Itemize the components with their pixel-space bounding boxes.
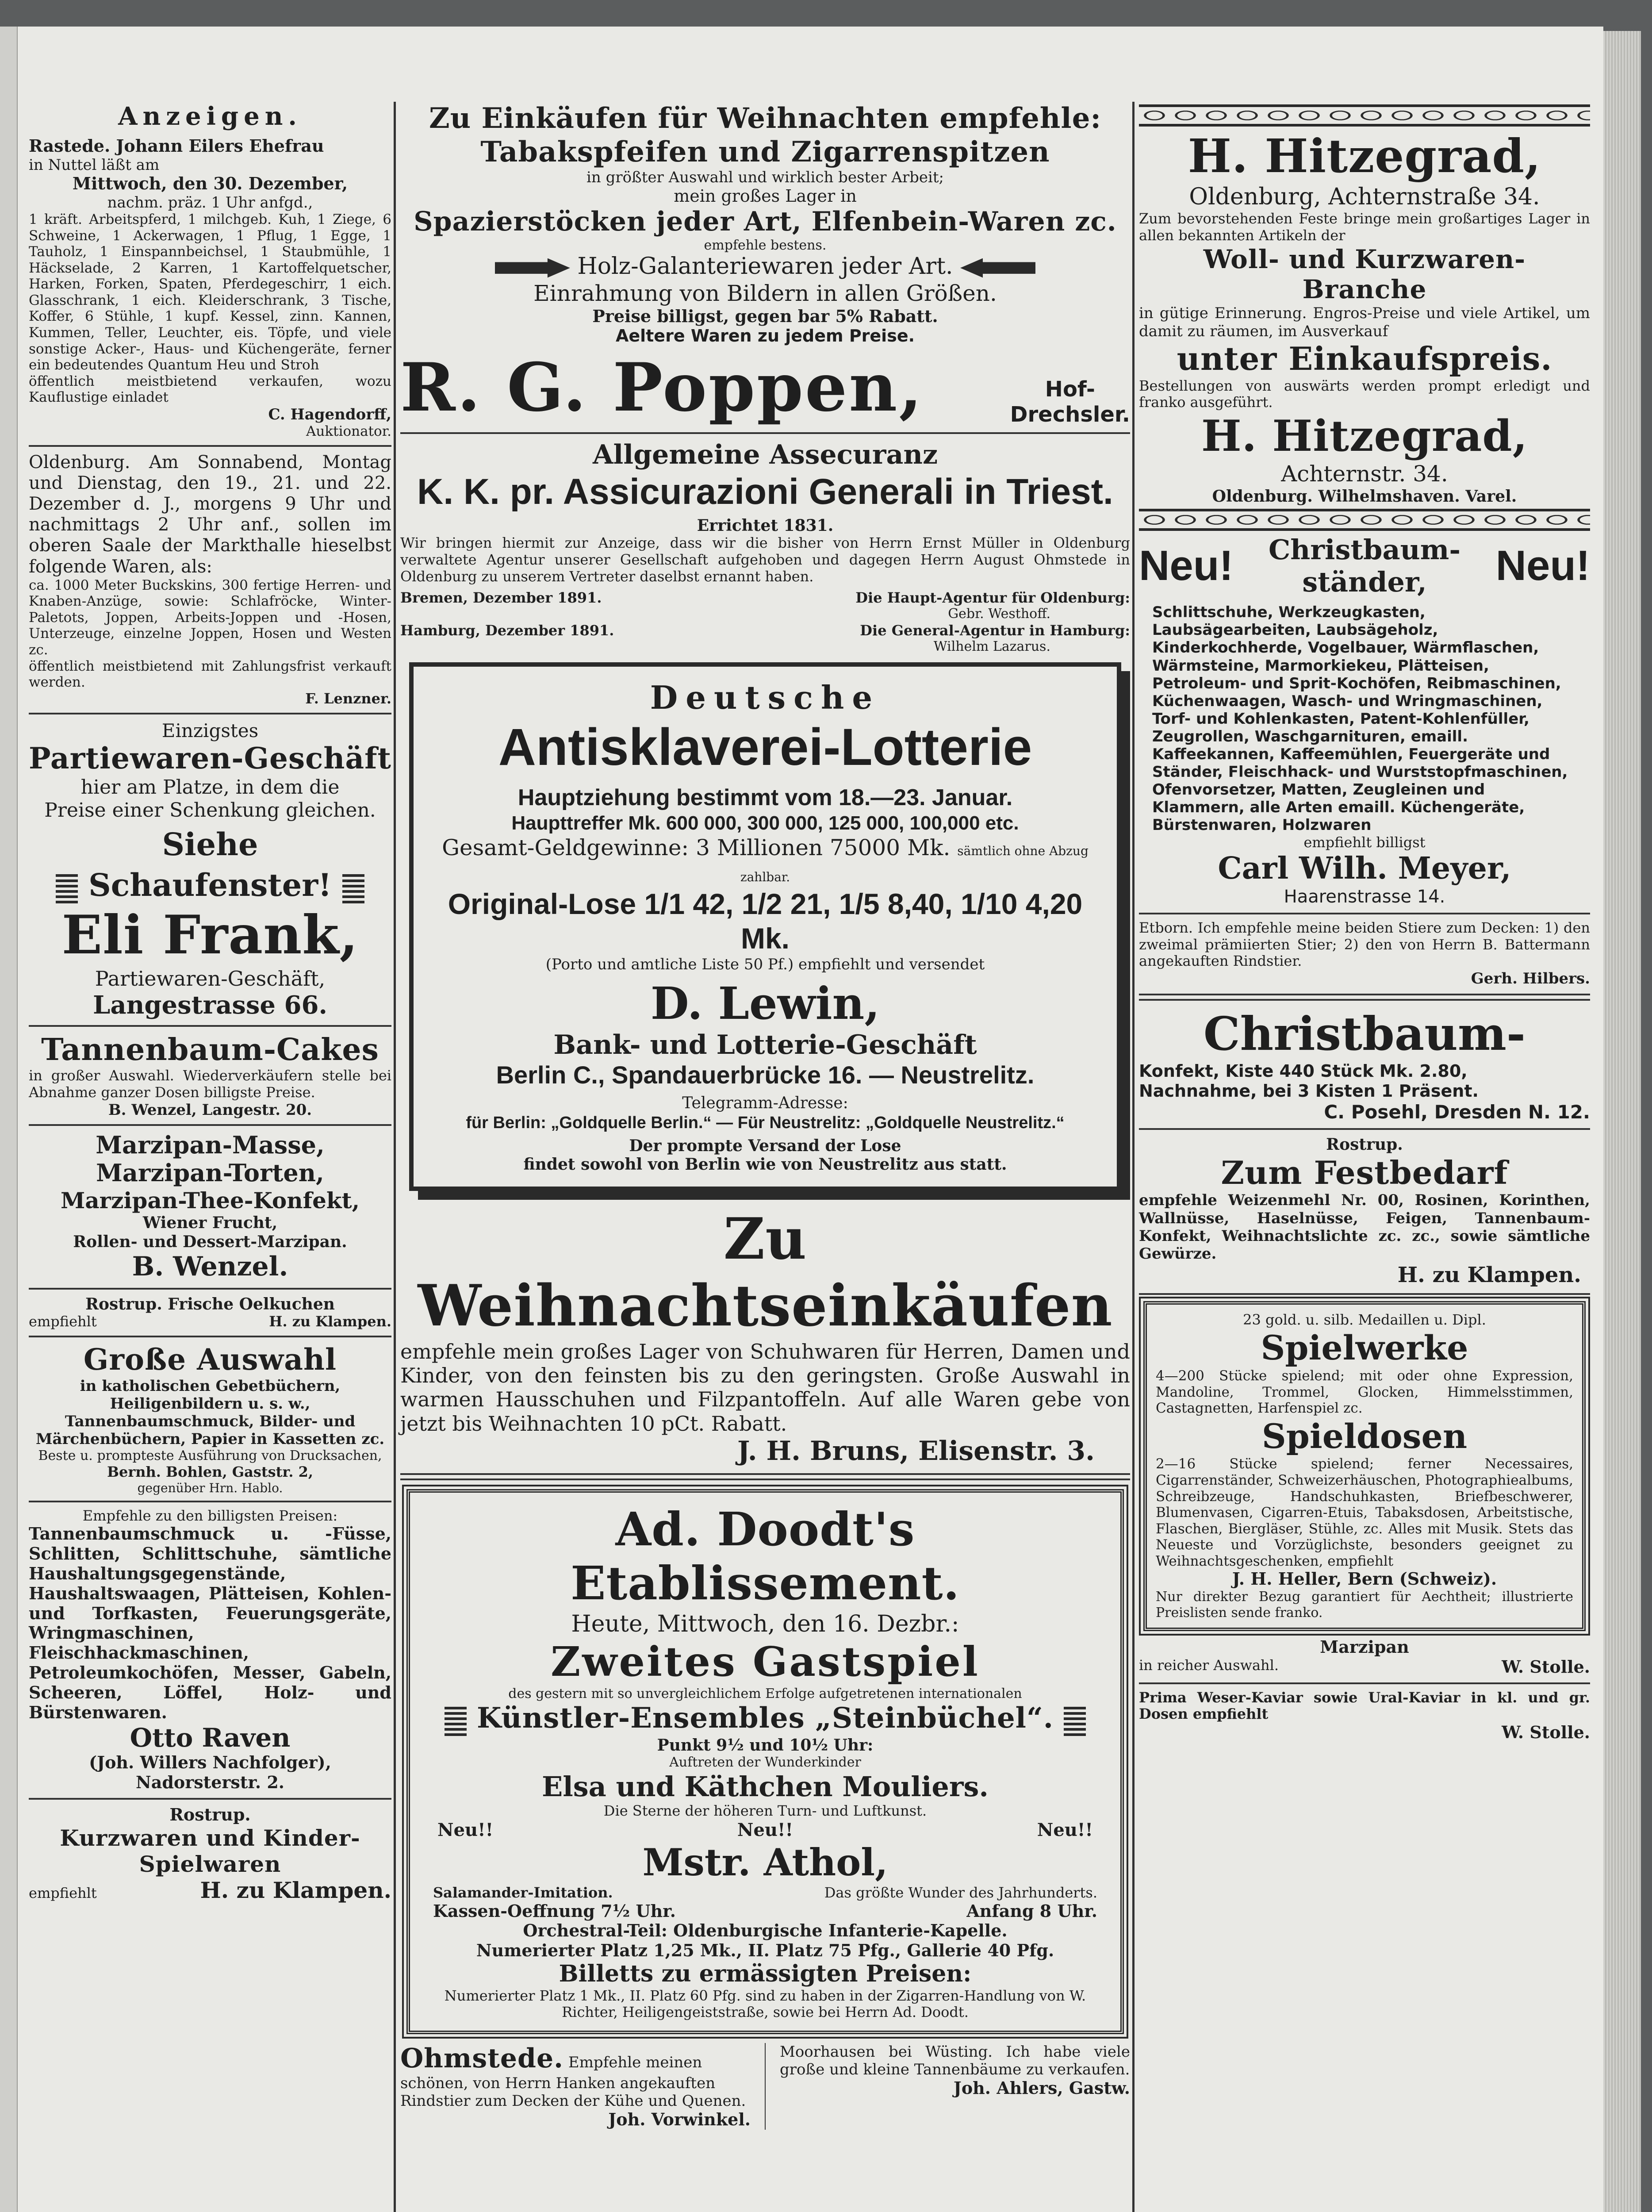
ad-line: Preise einer Schenkung gleichen. bbox=[44, 799, 376, 822]
ornament-border-icon bbox=[1139, 509, 1590, 531]
ornament-icon bbox=[342, 872, 364, 903]
ad-body: Bestellungen von auswärts werden prompt erledigt und franko ausgeführt. bbox=[1139, 377, 1590, 411]
ornament-border-icon bbox=[1139, 104, 1590, 127]
ad-line: Numerierter Platz 1,25 Mk., II. Platz 75 Pfg., Gallerie 40 Pfg. bbox=[476, 1940, 1054, 1960]
ad-name: H. Hitzegrad, bbox=[1188, 129, 1541, 183]
ad-name: R. G. Poppen, bbox=[400, 349, 924, 427]
ad-body: empfehle Weizenmehl Nr. 00, Rosinen, Korinthen, Wallnüsse, Haselnüsse, Feigen, Tannenbaum-Konfekt, Weihnachtslichte zc. zc., sowie sämtliche Gewürze. bbox=[1139, 1191, 1590, 1263]
ornament-icon bbox=[1064, 1705, 1086, 1736]
separator bbox=[765, 2043, 766, 2130]
ad-line: Zu Einkäufen für Weihnachten empfehle: bbox=[429, 102, 1102, 135]
ad-body: Konfekt, Kiste 440 Stück Mk. 2.80, Nachnahme, bei 3 Kisten 1 Präsent. bbox=[1139, 1061, 1479, 1101]
ad-body: Zum bevorstehenden Feste bringe mein großartiges Lager in allen bekannten Artikeln der bbox=[1139, 210, 1590, 244]
ad-address: Haarenstrasse 14. bbox=[1284, 886, 1445, 907]
page-edge-stack bbox=[1603, 31, 1641, 2212]
ad-line: Telegramm-Adresse: bbox=[682, 1094, 848, 1113]
ad-line: Rostrup. Frische Oelkuchen bbox=[85, 1294, 335, 1313]
ad-signature: C. Posehl, Dresden N. 12. bbox=[1324, 1101, 1590, 1123]
ad-line: Gesamt-Geldgewinne: 3 Millionen 75000 Mk. bbox=[442, 834, 951, 860]
ad-line: Marzipan-Masse, bbox=[96, 1130, 325, 1159]
ad-otto-raven bbox=[29, 1508, 391, 1793]
ad-line: Billetts zu ermässigten Preisen: bbox=[559, 1960, 972, 1988]
ad-line: hier am Platze, in dem die bbox=[80, 776, 340, 799]
ad-body: Empfehle meinen schönen, von Herrn Hanken angekauften Rindstier zum Decken der Kühe und Quenen. bbox=[400, 2054, 746, 2110]
ad-line: Marzipan-Torten, bbox=[96, 1159, 324, 1187]
ad-signature: H. zu Klampen. bbox=[1397, 1262, 1581, 1287]
ad-headline: Antisklaverei-Lotterie bbox=[498, 718, 1032, 777]
ad-oelkuchen bbox=[29, 1295, 391, 1330]
ad-line: Das größte Wunder des Jahrhunderts. bbox=[824, 1884, 1097, 1901]
ad-address: Nadorsterstr. 2. bbox=[135, 1772, 285, 1792]
ad-name: Eli Frank, bbox=[61, 903, 359, 966]
separator bbox=[400, 432, 1130, 434]
ad-body: Oldenburg. Am Sonnabend, Montag und Dienstag, den 19., 21. und 22. Dezember d. J., morgens 9 Uhr und nachmittags 2 Uhr anf., sollen im oberen Saale der Markthalle hieselbst folgende Waren, als: bbox=[29, 452, 391, 577]
separator bbox=[29, 713, 391, 714]
ad-headline: Spazierstöcken jeder Art, Elfenbein-Waren zc. bbox=[414, 206, 1117, 237]
separator bbox=[1139, 994, 1590, 1001]
ad-line: in Nuttel läßt am bbox=[29, 156, 160, 174]
ad-signature: Wilhelm Lazarus. bbox=[933, 638, 1050, 654]
separator bbox=[1139, 913, 1590, 914]
ad-body: 2—16 Stücke spielend; ferner Necessaires, Cigarrenständer, Schweizerhäuschen, Photographiealbums, Schreibzeuge, Handschuhkasten, Briefbeschwerer, Blumenvasen, Cigarren-Etuis, Tabaksdosen, Arbeitstische, Flaschen, Biergläser, Stühle, zc. Alles mit Musik. Stets das Neueste und Vorzüglichste, besonders geeignet zu Weihnachtsgeschenken, empfiehlt bbox=[1156, 1456, 1573, 1569]
separator bbox=[29, 1501, 391, 1502]
ad-tannenbaum-cakes bbox=[29, 1032, 391, 1119]
ad-name: Carl Wilh. Meyer, bbox=[1218, 851, 1511, 887]
small-ads-row bbox=[400, 2043, 1130, 2130]
ad-time: nachm. präz. 1 Uhr anfgd., bbox=[107, 193, 313, 211]
ad-line: Haupttreffer Mk. 600 000, 300 000, 125 000, 100,000 etc. bbox=[511, 812, 1019, 834]
ad-signature: Otto Raven bbox=[130, 1722, 291, 1753]
separator bbox=[1139, 1293, 1590, 1295]
ad-prices: Original-Lose 1/1 42, 1/2 21, 1/5 8,40, 1/10 4,20 Mk. bbox=[448, 887, 1083, 955]
separator bbox=[1139, 1682, 1590, 1684]
ad-line: Rollen- und Dessert-Marzipan. bbox=[73, 1232, 347, 1251]
ad-signature: B. Wenzel, Langestr. 20. bbox=[108, 1101, 312, 1119]
separator bbox=[29, 1336, 391, 1337]
ad-kurzwaren bbox=[29, 1805, 391, 1903]
ad-list: Schlittschuhe, Werkzeugkasten, Laubsägearbeiten, Laubsägeholz, Kinderkochherde, Vogelbauer, Wärmflaschen, Wärmsteine, Marmorkiekeu, Plätteisen, Petroleum- und Sprit-Kochöfen, Reibmaschinen, Küchenwaagen, Wasch- und Wringmaschinen, Torf- und Kohlenkasten, Patent-Kohlenfüller, Zeugrollen, Waschgarnituren, emaill. Kaffeekannen, Kaffeemühlen, Feuergeräte und Ständer, Fleischhack- und Wurststopfmaschinen, Ofenvorsetzer, Matten, Zeugleinen und Klammern, alle Arten emaill. Küchengeräte, Bürstenwaren, Holzwaren bbox=[1152, 603, 1568, 834]
ad-badge: Neu!! bbox=[437, 1819, 494, 1840]
ad-address: Achternstr. 34. bbox=[1281, 461, 1448, 487]
ad-body: Prima Weser-Kaviar sowie Ural-Kaviar in kl. und gr. Dosen empfiehlt bbox=[1139, 1689, 1590, 1723]
ad-line: Preise billigst, gegen bar 5% Rabatt. bbox=[592, 306, 938, 326]
ad-headline: Zweites Gastspiel bbox=[551, 1638, 980, 1686]
ad-date: Hamburg, Dezember 1891. bbox=[400, 622, 614, 639]
ad-signature: J. H. Bruns, Elisenstr. 3. bbox=[737, 1435, 1095, 1467]
ad-date: Mittwoch, den 30. Dezember, bbox=[72, 173, 348, 194]
ad-signature: W. Stolle. bbox=[1502, 1656, 1590, 1677]
ad-assicurazioni-generali bbox=[400, 439, 1130, 654]
ad-line: empfiehlt bbox=[29, 1313, 97, 1330]
ad-hitzegrad bbox=[1139, 129, 1590, 506]
ad-lottery bbox=[409, 662, 1121, 1190]
ad-line: Holz-Galanteriewaren jeder Art. bbox=[577, 253, 953, 280]
ad-agency: Die General-Agentur in Hamburg: bbox=[860, 622, 1130, 639]
ad-headline: Zum Festbedarf bbox=[1221, 1153, 1508, 1191]
ad-date: Bremen, Dezember 1891. bbox=[400, 589, 602, 607]
ad-address: Oldenburg, Achternstraße 34. bbox=[1189, 183, 1540, 210]
ad-stolle-kaviar bbox=[1139, 1690, 1590, 1743]
ad-marzipan-wenzel bbox=[29, 1131, 391, 1283]
ad-name: D. Lewin, bbox=[650, 977, 880, 1029]
ad-line: Schaufenster! bbox=[88, 867, 332, 904]
ad-line: Orchestral-Teil: Oldenburgische Infanterie-Kapelle. bbox=[523, 1920, 1008, 1940]
ad-line: 23 gold. u. silb. Medaillen u. Dipl. bbox=[1243, 1311, 1486, 1328]
ad-line: Einzigstes bbox=[161, 719, 259, 741]
ad-signature: B. Wenzel. bbox=[132, 1251, 288, 1283]
ad-line: Marzipan-Thee-Konfekt, bbox=[60, 1187, 360, 1214]
ad-line: des gestern mit so unvergleichlichem Erfolge aufgetretenen internationalen bbox=[508, 1686, 1022, 1701]
ad-body: in katholischen Gebetbüchern, Heiligenbildern u. s. w., Tannenbaumschmuck, Bilder- und Märchenbüchern, Papier in Kassetten zc. bbox=[35, 1377, 385, 1448]
ad-headline: unter Einkaufspreis. bbox=[1177, 339, 1552, 377]
ad-posehl bbox=[1139, 1007, 1590, 1123]
ad-body: empfehle mein großes Lager von Schuhwaren für Herren, Damen und Kinder, von den feinsten bis zu den geringsten. Große Auswahl in warmen Hausschuhen und Filzpantoffeln. Auf alle Waren gebe von jetzt bis Weihnachten 10 pCt. Rabatt. bbox=[400, 1339, 1130, 1436]
ad-body: in gütige Erinnerung. Engros-Preise und viele Artikel, um damit zu räumen, im Ausverkauf bbox=[1139, 304, 1590, 340]
ad-body: Moorhausen bei Wüsting. Ich habe viele große und kleine Tannenbäume zu verkaufen. bbox=[780, 2043, 1130, 2079]
ad-line: Wiener Frucht, bbox=[142, 1214, 278, 1233]
ad-line: Rostrup. bbox=[1326, 1135, 1403, 1154]
ad-line: empfiehlt billigst bbox=[1303, 833, 1426, 851]
section-heading: Anzeigen. bbox=[118, 102, 302, 131]
ad-ohmstede bbox=[400, 2043, 751, 2130]
ad-headline: K. K. pr. Assicurazioni Generali in Triest. bbox=[417, 471, 1113, 512]
ad-address: Langestrasse 66. bbox=[93, 990, 327, 1020]
ad-line: Bank- und Lotterie-Geschäft bbox=[553, 1029, 977, 1060]
ad-stolle-marzipan bbox=[1139, 1637, 1590, 1677]
ad-line: empfehle bestens. bbox=[704, 237, 827, 253]
ad-footer: Nur direkter Bezug garantiert für Aechtheit; illustrierte Preislisten sende franko. bbox=[1156, 1589, 1573, 1621]
ad-etborn bbox=[1139, 920, 1590, 987]
ad-signature: Gerh. Hilbers. bbox=[1471, 970, 1590, 988]
ad-headline: Ad. Doodt's Etablissement. bbox=[571, 1502, 960, 1611]
ad-headline: Zu Weihnachtseinkäufen bbox=[418, 1206, 1113, 1339]
ad-headline: Marzipan bbox=[1320, 1637, 1409, 1657]
ad-line: Aeltere Waren zu jedem Preise. bbox=[615, 326, 915, 346]
ad-line: mein großes Lager in bbox=[674, 186, 857, 206]
ad-line: in größter Auswahl und wirklich bester Arbeit; bbox=[586, 169, 944, 187]
ad-badge: Neu!! bbox=[737, 1819, 793, 1840]
ad-line: Errichtet 1831. bbox=[697, 516, 834, 535]
ad-festbedarf bbox=[1139, 1135, 1590, 1287]
column-rule-1 bbox=[394, 102, 396, 2212]
separator bbox=[29, 445, 391, 447]
separator bbox=[29, 1798, 391, 1800]
ad-signature: W. Stolle. bbox=[1502, 1722, 1590, 1743]
ad-headline: Rastede. Johann Eilers Ehefrau bbox=[29, 136, 324, 156]
ad-line: Künstler-Ensembles „Steinbüchel“. bbox=[476, 1701, 1054, 1735]
ad-body: Wir bringen hiermit zur Anzeige, dass wir die bisher von Herrn Ernst Müller in Oldenburg verwaltete Agentur unserer Gesellschaft aufgehoben und dagegen Herrn August Ohmstede in Oldenburg zu unserem Vertreter daselbst ernannt haben. bbox=[400, 534, 1130, 585]
column-middle bbox=[400, 102, 1130, 2130]
page-gutter bbox=[0, 27, 18, 2212]
pointing-hand-icon bbox=[960, 258, 1035, 278]
ad-bruns-shoes bbox=[400, 1206, 1130, 1467]
ad-headline: Spieldosen bbox=[1261, 1416, 1468, 1456]
ad-headline: Christbaum- bbox=[1203, 1006, 1526, 1061]
ad-intro: Empfehle zu den billigsten Preisen: bbox=[82, 1507, 338, 1524]
ad-address: Berlin C., Spandauerbrücke 16. — Neustrelitz. bbox=[496, 1061, 1035, 1089]
ad-signature: Bernh. Bohlen, Gaststr. 2, bbox=[107, 1463, 314, 1480]
ad-line: Hauptziehung bestimmt vom 18.—23. Januar. bbox=[517, 785, 1013, 811]
ad-name: H. Hitzegrad, bbox=[1201, 411, 1528, 461]
ad-closing: öffentlich meistbietend verkaufen, wozu Kauflustige einladet bbox=[29, 373, 391, 406]
separator bbox=[400, 1473, 1130, 1480]
ad-eli-frank bbox=[29, 720, 391, 1020]
ad-trade: Hof- bbox=[1045, 376, 1095, 402]
ornament-icon bbox=[56, 872, 78, 903]
ornament-icon bbox=[445, 1705, 467, 1736]
ad-signature: H. zu Klampen. bbox=[269, 1313, 391, 1330]
ad-signature-title: Auktionator. bbox=[306, 423, 391, 439]
ad-note: sämtlich ohne Abzug zahlbar. bbox=[740, 843, 1089, 884]
ad-headline: ständer, bbox=[1302, 566, 1427, 599]
ad-headline: Spielwerke bbox=[1261, 1328, 1468, 1368]
column-right bbox=[1139, 102, 1590, 1743]
separator bbox=[1139, 1128, 1590, 1130]
ad-moorhausen bbox=[780, 2043, 1130, 2130]
ad-line: für Berlin: „Goldquelle Berlin.“ — Für Neustrelitz: „Goldquelle Neustrelitz.“ bbox=[466, 1113, 1065, 1132]
ad-body: Etborn. Ich empfehle meine beiden Stiere zum Decken: 1) den zweimal prämiierten Stier; 2) den von Herrn B. Battermann angekauften Rindstier. bbox=[1139, 919, 1590, 970]
ad-line: Heute, Mittwoch, den 16. Dezbr.: bbox=[571, 1611, 959, 1637]
ad-signature: C. Hagendorff, bbox=[268, 405, 391, 423]
ad-signature: F. Lenzner. bbox=[305, 690, 391, 707]
ad-line: Deutsche bbox=[650, 679, 881, 717]
ad-poppen bbox=[400, 102, 1130, 427]
ad-badge: Neu! bbox=[1495, 542, 1590, 590]
ad-line: Punkt 9½ und 10½ Uhr: bbox=[657, 1736, 874, 1755]
ad-heller-spielwerke bbox=[1143, 1301, 1586, 1631]
ad-headline: Partiewaren-Geschäft bbox=[29, 741, 391, 776]
ad-line: Einrahmung von Bildern in allen Größen. bbox=[533, 280, 997, 306]
ad-locations: Oldenburg. Wilhelmshaven. Varel. bbox=[1212, 487, 1517, 506]
ad-signature: Joh. Vorwinkel. bbox=[608, 2109, 751, 2130]
ad-headline: Woll- und Kurzwaren- bbox=[1203, 244, 1526, 274]
column-rule-2 bbox=[1132, 102, 1135, 2212]
ad-line: Anfang 8 Uhr. bbox=[966, 1901, 1097, 1921]
ad-doodt-etablissement bbox=[406, 1489, 1124, 2035]
pointing-hand-icon bbox=[495, 258, 570, 278]
ad-line: Allgemeine Assecuranz bbox=[592, 439, 938, 471]
ad-body: 1 kräft. Arbeitspferd, 1 milchgeb. Kuh, 1 Ziege, 6 Schweine, 1 Ackerwagen, 1 Pflug, 1 Egge, 1 Tauholz, 1 Einspannbeichsel, 1 Staubmühle, 1 Häckselade, 2 Karren, 1 Kartoffelquetscher, Harken, Forken, Spaten, Pferdegeschirr, 1 eich. Glasschrank, 1 eich. Kleiderschrank, 3 Tische, Koffer, 6 Stühle, 1 kupf. Kessel, zinn. Kannen, Kummen, Teller, Leuchter, eis. Töpfe, und viele sonstige Acker-, Haus- und Küchengeräte, ferner ein bedeutendes Quantum Heu und Stroh bbox=[29, 211, 391, 373]
ad-auction-rastede bbox=[29, 102, 391, 440]
ad-headline: Tannenbaum-Cakes bbox=[41, 1032, 379, 1068]
column-left bbox=[29, 102, 391, 1903]
ad-headline: Tabakspfeifen und Zigarrenspitzen bbox=[480, 135, 1050, 169]
ad-line: Partiewaren-Geschäft, bbox=[95, 966, 326, 991]
ad-line: Beste u. prompteste Ausführung von Drucksachen, bbox=[38, 1448, 382, 1464]
ad-agency: Die Haupt-Agentur für Oldenburg: bbox=[855, 589, 1130, 607]
ad-line: Kassen-Oeffnung 7½ Uhr. bbox=[433, 1901, 676, 1921]
ad-line: Auftreten der Wunderkinder bbox=[669, 1755, 861, 1770]
ad-headline: Christbaum- bbox=[1268, 533, 1461, 566]
ad-signature: Joh. Ahlers, Gastw. bbox=[953, 2078, 1130, 2098]
ad-line: empfiehlt bbox=[29, 1884, 97, 1901]
ad-signature: J. H. Heller, Bern (Schweiz). bbox=[1232, 1569, 1497, 1589]
ad-place: Ohmstede. bbox=[400, 2043, 564, 2074]
ad-line: Rostrup. bbox=[169, 1804, 251, 1824]
ad-body: 4—200 Stücke spielend; mit oder ohne Expression, Mandoline, Trommel, Glocken, Himmelsstimmen, Castagnetten, Harfenspiel zc. bbox=[1156, 1367, 1573, 1417]
ad-trade: Drechsler. bbox=[1010, 402, 1130, 427]
ad-headline: Große Auswahl bbox=[83, 1342, 337, 1377]
ad-line: Die Sterne der höheren Turn- und Luftkunst. bbox=[603, 1802, 927, 1819]
separator bbox=[29, 1288, 391, 1290]
ad-carl-meyer bbox=[1139, 534, 1590, 907]
ad-signature: H. zu Klampen. bbox=[200, 1877, 391, 1903]
ad-headline: Mstr. Athol, bbox=[642, 1840, 888, 1884]
ad-bohlen bbox=[29, 1343, 391, 1495]
ad-badge: Neu! bbox=[1139, 542, 1234, 590]
ad-line: (Joh. Willers Nachfolger), bbox=[89, 1752, 331, 1773]
ad-closing: öffentlich meistbietend mit Zahlungsfrist verkauft werden. bbox=[29, 658, 391, 691]
ad-auction-oldenburg bbox=[29, 452, 391, 707]
ad-line: gegenüber Hrn. Hablo. bbox=[137, 1480, 283, 1495]
ad-line: Der prompte Versand der Lose bbox=[629, 1136, 901, 1155]
ad-headline: Spielwaren bbox=[139, 1851, 281, 1877]
ad-headline: Kurzwaren und Kinder- bbox=[60, 1824, 360, 1851]
ad-line: findet sowohl von Berlin wie von Neustrelitz aus statt. bbox=[523, 1155, 1007, 1174]
separator bbox=[29, 1124, 391, 1126]
ad-line: in reicher Auswahl. bbox=[1139, 1656, 1279, 1674]
ad-line: Elsa und Käthchen Mouliers. bbox=[541, 1770, 989, 1803]
ad-line: (Porto und amtliche Liste 50 Pf.) empfiehlt und versendet bbox=[545, 956, 985, 974]
ad-list: ca. 1000 Meter Buckskins, 300 fertige Herren- und Knaben-Anzüge, sowie: Schlafröcke, Winter-Paletots, Joppen, Arbeits-Joppen und -Hosen, Unterzeuge, einzelne Joppen, Hosen und Westen zc. bbox=[29, 577, 391, 658]
ad-body: Numerierter Platz 1 Mk., II. Platz 60 Pfg. sind zu haben in der Zigarren-Handlung von W. Richter, Heiligengeiststraße, sowie bei Herrn Ad. Doodt. bbox=[444, 1987, 1086, 2021]
separator bbox=[29, 1025, 391, 1027]
ad-badge: Neu!! bbox=[1037, 1819, 1093, 1840]
ad-line: Salamander-Imitation. bbox=[433, 1884, 613, 1901]
ad-headline: Branche bbox=[1302, 274, 1427, 305]
ad-body: Tannenbaumschmuck u. -Füsse, Schlitten, Schlittschuhe, sämtliche Haushaltungsgegenstände, Haushaltswaagen, Plätteisen, Kohlen- und Torfkasten, Feuerungsgeräte, Wringmaschinen, Fleischhackmaschinen, Petroleumkochöfen, Messer, Gabeln, Scheeren, Löffel, Holz- und Bürstenwaren. bbox=[29, 1524, 391, 1722]
ad-signature: Gebr. Westhoff. bbox=[948, 606, 1050, 622]
ad-line: Siehe bbox=[162, 826, 258, 863]
ad-body: in großer Auswahl. Wiederverkäufern stelle bei Abnahme ganzer Dosen billigste Preise. bbox=[29, 1067, 391, 1101]
